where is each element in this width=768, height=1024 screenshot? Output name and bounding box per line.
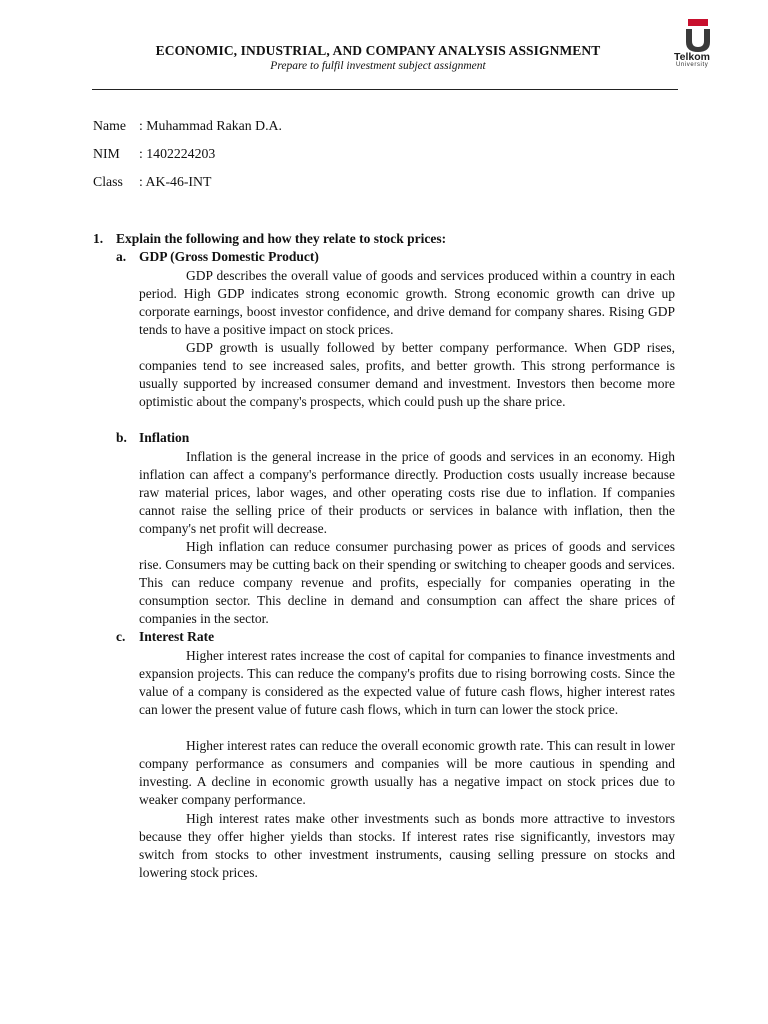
paragraph: Higher interest rates can reduce the overall economic growth rate. This can result in lower company performance as consumers and companies will be more cautious in spending and investing. A decline in economic growth usually has a negative impact on stock prices due to weaker company performance.: [139, 738, 675, 808]
paragraph: GDP growth is usually followed by better company performance. When GDP rises, companies tend to see increased sales, profits, and better growth. This strong performance is usually supported by increased consumer demand and investment. Investors then become more optimistic about the company's prospects, which could push up the share price.: [139, 340, 675, 410]
class-label: Class: [93, 174, 123, 189]
logo-subtext: University: [676, 62, 709, 68]
name-label: Name: [93, 118, 126, 133]
section-title: Interest Rate: [139, 629, 215, 644]
paragraph: Higher interest rates increase the cost of capital for companies to finance investments and expansion projects. This can reduce the company's profits due to rising borrowing costs. Since the value of a company is considered as the expected value of future cash flows, higher interest rates can lower the present value of future cash flows, which in turn can lower the stock price.: [139, 648, 675, 718]
paragraph: GDP describes the overall value of goods and services produced within a country in each period. High GDP indicates strong economic growth. Strong economic growth can drive up corporate earnings, boost investor confidence, and drive demand for company shares. Rising GDP tends to have a positive impact on stock prices.: [139, 268, 675, 338]
question-text: Explain the following and how they relate to stock prices:: [116, 231, 447, 246]
section-letter: b.: [116, 430, 127, 445]
section-heading-gdp: [116, 249, 319, 265]
section-title: GDP (Gross Domestic Product): [139, 249, 319, 264]
paragraph: High interest rates make other investments such as bonds more attractive to investors because they offer higher yields than stocks. If interest rates rise significantly, investors may switch from stocks to other investment instruments, causing selling pressure on stocks and lowering stock prices.: [139, 811, 675, 881]
logo-mark-red: [688, 19, 708, 26]
question-number: 1.: [93, 231, 104, 246]
section-heading-inflation: [116, 430, 189, 446]
section-title: Inflation: [139, 430, 190, 445]
section-heading-interest-rate: [116, 629, 214, 645]
nim-label: NIM: [93, 146, 120, 161]
question-heading: [93, 231, 446, 247]
header-divider: [92, 89, 678, 90]
paragraph: High inflation can reduce consumer purchasing power as prices of goods and services rise. Consumers may be cutting back on their spending or switching to cheaper goods and services. This can reduce company revenue and profits, especially for companies operating in the consumption sector. This decline in demand and consumption can affect the share prices of companies in the sector.: [139, 539, 675, 627]
nim-row: [93, 146, 215, 162]
class-row: [93, 174, 211, 190]
nim-value: : 1402224203: [139, 146, 216, 161]
document-subtitle: Prepare to fulfil investment subject assignment: [270, 60, 486, 72]
logo-text: Telkom: [674, 51, 710, 63]
name-row: [93, 118, 282, 134]
section-letter: a.: [116, 249, 127, 264]
class-value: : AK-46-INT: [139, 174, 212, 189]
logo-mark-grey: [686, 29, 710, 52]
paragraph: Inflation is the general increase in the price of goods and services in an economy. High inflation can affect a company's performance directly. Production costs usually increase because raw material prices, labor wages, and other operating costs rise due to inflation. If companies cannot raise the selling price of their products or services in balance with inflation, then the company's net profit will decrease.: [139, 449, 675, 537]
name-value: : Muhammad Rakan D.A.: [139, 118, 282, 133]
document-title: ECONOMIC, INDUSTRIAL, AND COMPANY ANALYSIS ASSIGNMENT: [155, 43, 601, 58]
section-letter: c.: [116, 629, 126, 644]
